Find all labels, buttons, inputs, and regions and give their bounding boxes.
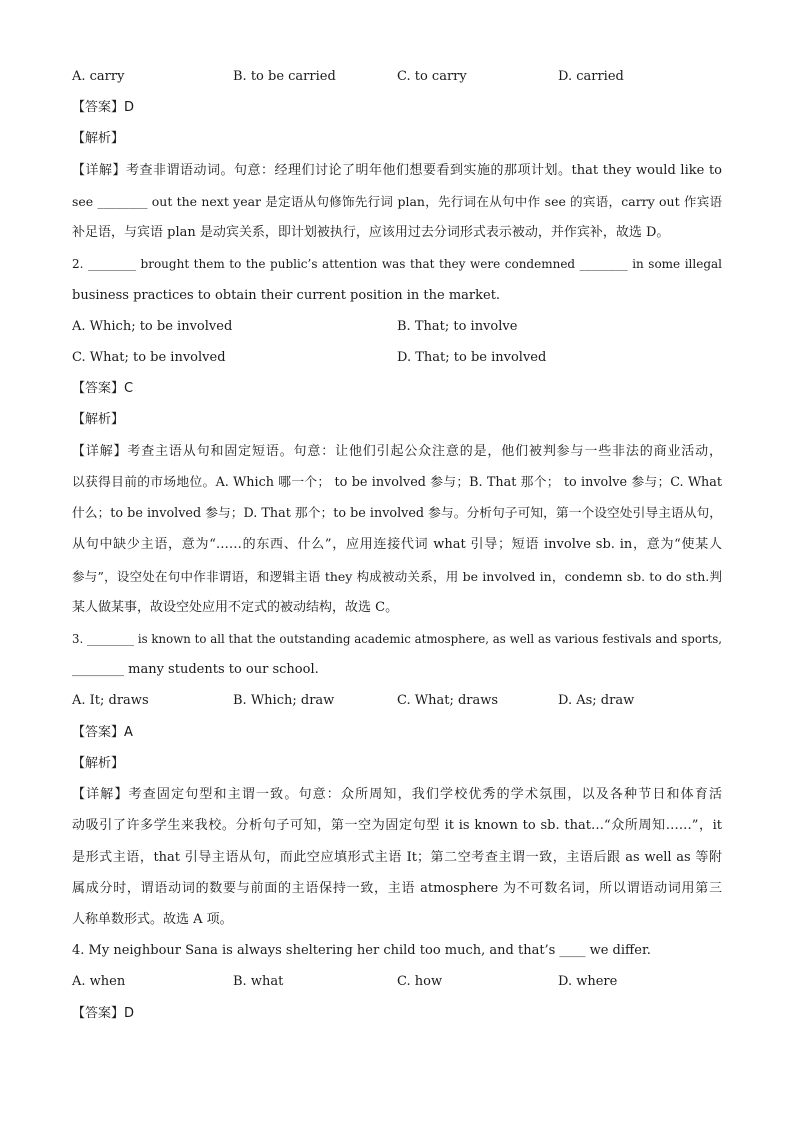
q2-detail-line: 以获得目前的市场地位。A. Which 哪一个； to be involved 参与；B. That 那个； to involve 参与；C. What [72,475,722,490]
q3-option-b: B. Which; draw [233,693,335,708]
q3-stem-line: 3. ________ is known to all that the outstanding academic atmosphere, as well as various festivals and sports, [72,632,722,646]
q2-answer: 【答案】C [72,381,134,396]
q3-detail-line: 动吸引了许多学生来我校。分析句子可知，第一空为固定句型 it is known to sb. that…“众所周知……”，it [72,818,722,833]
q2-stem-line: 2. ________ brought them to the public’s attention was that they were condemned ________ in some illegal [72,257,722,271]
q4-option-b: B. what [233,974,284,989]
q3-analysis-heading: 【解析】 [72,756,125,771]
q4-answer: 【答案】D [72,1006,135,1021]
q3-option-d: D. As; draw [558,693,635,708]
q4-option-a: A. when [72,974,126,989]
q3-option-a: A. It; draws [72,693,149,708]
q2-detail-line: 某人做某事，故设空处应用不定式的被动结构，故选 C。 [72,600,399,615]
q1-option-a: A. carry [72,69,125,84]
q4-option-d: D. where [558,974,618,989]
q2-detail-line: 从句中缺少主语，意为“……的东西、什么”，应用连接代词 what 引导；短语 involve sb. in，意为“使某人 [72,537,722,552]
q3-answer: 【答案】A [72,725,133,740]
q1-option-b: B. to be carried [233,69,336,84]
q1-option-c: C. to carry [397,69,467,84]
q2-detail-line: 什么；to be involved 参与；D. That 那个；to be involved 参与。分析句子可知，第一个设空处引导主语从句， [72,506,722,521]
q2-stem-line: business practices to obtain their current position in the market. [72,288,501,303]
q3-stem-line: ________ many students to our school. [72,662,319,677]
q2-detail-line: 【详解】考查主语从句和固定短语。句意：让他们引起公众注意的是，他们被判参与一些非法的商业活动， [72,444,722,459]
q3-detail-line: 【详解】考查固定句型和主谓一致。句意：众所周知，我们学校优秀的学术氛围，以及各种节日和体育活 [72,787,722,802]
q2-analysis-heading: 【解析】 [72,412,125,427]
q1-detail-line: 补足语，与宾语 plan 是动宾关系，即计划被执行，应该用过去分词形式表示被动，并作宾补，故选 D。 [72,225,670,240]
q1-option-d: D. carried [558,69,624,84]
q3-option-c: C. What; draws [397,693,499,708]
q3-detail-line: 是形式主语，that 引导主语从句，而此空应填形式主语 It；第二空考查主谓一致，主语后跟 as well as 等附 [72,850,722,865]
q1-answer: 【答案】D [72,100,135,115]
q4-option-c: C. how [397,974,443,989]
q2-option-a: A. Which; to be involved [72,319,233,334]
q3-detail-line: 人称单数形式。故选 A 项。 [72,912,233,927]
q2-detail-line: 参与”，设空处在句中作非谓语，和逻辑主语 they 构成被动关系，用 be involved in，condemn sb. to do sth.判 [72,569,722,584]
q1-detail-line: 【详解】考查非谓语动词。句意：经理们讨论了明年他们想要看到实施的那项计划。that they would like to [72,163,722,178]
q1-analysis-heading: 【解析】 [72,131,125,146]
q1-detail-line: see ________ out the next year 是定语从句修饰先行词 plan，先行词在从句中作 see 的宾语，carry out 作宾语 [72,194,722,209]
q2-option-b: B. That; to involve [397,319,518,334]
q4-stem-line: 4. My neighbour Sana is always sheltering her child too much, and that’s ____ we differ. [72,943,651,958]
q2-option-c: C. What; to be involved [72,350,226,365]
q3-detail-line: 属成分时，谓语动词的数要与前面的主语保持一致，主语 atmosphere 为不可数名词，所以谓语动词用第三 [72,881,722,896]
q2-option-d: D. That; to be involved [397,350,547,365]
